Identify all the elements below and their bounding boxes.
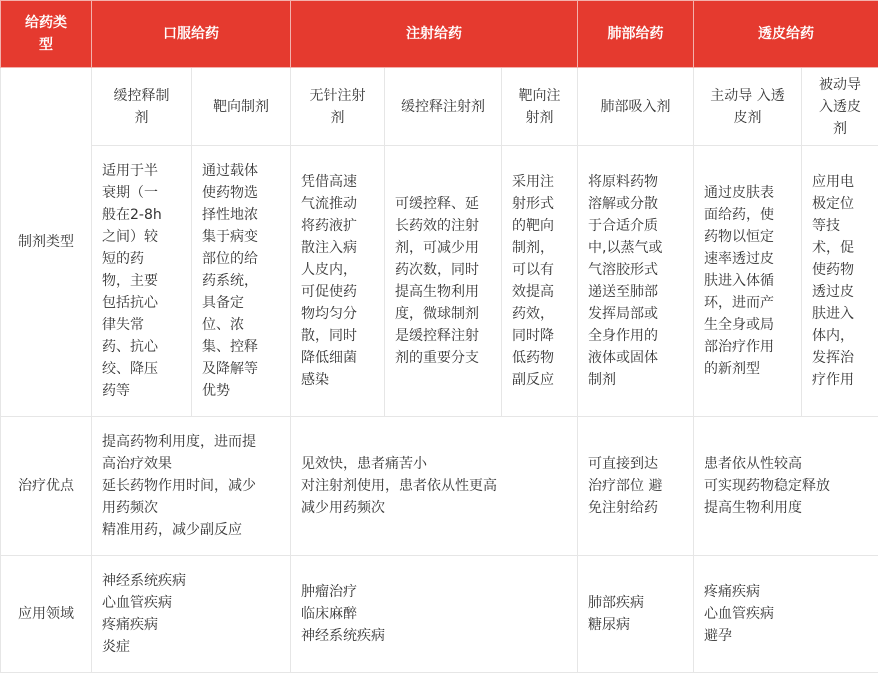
applications-transdermal: 疼痛疾病 心血管疾病 避孕 [694,556,878,673]
formulation-cell: 适用于半 衰期（一 般在2-8h 之间）较 短的药 物，主要 包括抗心 律失常 药、抗心 绞、降压 药等 [92,146,192,417]
subtype-oral-targeted: 靶向制剂 [192,68,291,146]
applications-row [1,556,878,673]
subtype-oral-controlled-release: 缓控释制 剂 [92,68,192,146]
row-label-applications: 应用领域 [1,556,92,673]
header-pulmonary: 肺部给药 [578,1,694,68]
subtype-needle-free-injection: 无针注射 剂 [291,68,385,146]
subtype-pulmonary-inhalation: 肺部吸入剂 [578,68,694,146]
formulation-cell: 将原料药物 溶解或分散 于合适介质 中,以蒸气或 气溶胶形式 递送至肺部 发挥局部或 全身作用的 液体或固体 制剂 [578,146,694,417]
formulation-cell: 凭借高速 气流推动 将药液扩 散注入病 人皮内， 可促使药 物均匀分 散，同时 降低细菌 感染 [291,146,385,417]
subtype-targeted-injection: 靶向注 射剂 [502,68,578,146]
header-transdermal: 透皮给药 [694,1,878,68]
row-label-formulation: 制剂类型 [1,68,92,417]
applications-pulmonary: 肺部疾病 糖尿病 [578,556,694,673]
header-injection: 注射给药 [291,1,578,68]
subtype-controlled-release-injection: 缓控释注射剂 [385,68,502,146]
type-column-header: 给药类 型 [1,1,92,68]
formulation-cell: 应用电 极定位 等技 术，促 使药物 透过皮 肤进入 体内， 发挥治 疗作用 [802,146,878,417]
formulation-row [1,146,878,417]
header-row [1,1,878,68]
advantages-oral: 提高药物利用度，进而提 高治疗效果 延长药物作用时间，减少 用药频次 精准用药，减少副反应 [92,417,291,556]
header-oral: 口服给药 [92,1,291,68]
formulation-cell: 采用注 射形式 的靶向 制剂， 可以有 效提高 药效， 同时降 低药物 副反应 [502,146,578,417]
row-label-advantages: 治疗优点 [1,417,92,556]
formulation-cell: 通过载体 使药物选 择性地浓 集于病变 部位的给 药系统， 具备定 位、浓 集、控释 及降解等 优势 [192,146,291,417]
subtype-row [1,68,878,146]
advantages-pulmonary: 可直接到达 治疗部位 避 免注射给药 [578,417,694,556]
applications-injection: 肿瘤治疗 临床麻醉 神经系统疾病 [291,556,578,673]
advantages-row [1,417,878,556]
formulation-cell: 通过皮肤表 面给药，使 药物以恒定 速率透过皮 肤进入体循 环，进而产 生全身或局 部治疗作用 的新剂型 [694,146,802,417]
formulation-cell: 可缓控释、延 长药效的注射 剂，可减少用 药次数，同时 提高生物利用 度，微球制剂 是缓控释注射 剂的重要分支 [385,146,502,417]
applications-oral: 神经系统疾病 心血管疾病 疼痛疾病 炎症 [92,556,291,673]
advantages-injection: 见效快，患者痛苦小 对注射剂使用，患者依从性更高 减少用药频次 [291,417,578,556]
advantages-transdermal: 患者依从性较高 可实现药物稳定释放 提高生物利用度 [694,417,878,556]
subtype-passive-transdermal: 被动导 入透皮 剂 [802,68,878,146]
subtype-active-transdermal: 主动导 入透 皮剂 [694,68,802,146]
